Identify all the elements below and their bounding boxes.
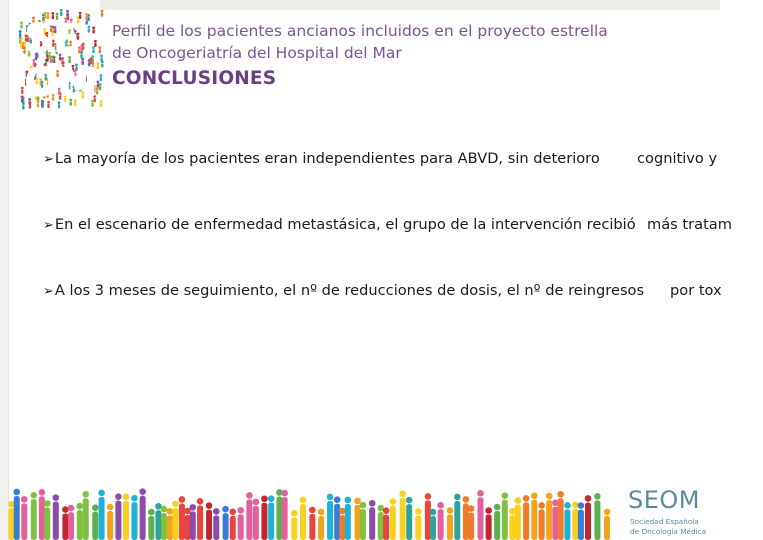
logo-figure (100, 100, 103, 107)
crowd-figure (253, 499, 260, 540)
crowd-figure (39, 489, 46, 540)
crowd-figure (538, 502, 545, 540)
logo-figure (60, 9, 63, 16)
subtitle-line-2: de Oncogeriatría del Hospital del Mar (112, 44, 402, 62)
footer-logo-word: SEOM (628, 486, 700, 514)
logo-figure (80, 44, 83, 51)
left-border (0, 0, 9, 540)
crowd-figure (502, 492, 509, 540)
crowd-figure (179, 496, 186, 540)
people-crowd-illustration (8, 486, 618, 540)
crowd-figure (468, 505, 475, 540)
crowd-figure (161, 506, 168, 540)
arrow-bullet-icon: ➢ (43, 284, 54, 299)
crowd-figure (123, 493, 130, 540)
crowd-figure (594, 493, 601, 540)
logo-figure (80, 51, 83, 58)
crowd-figure (557, 491, 564, 540)
footer-logo-sub-1: Sociedad Española (630, 517, 699, 526)
crowd-figure (531, 492, 538, 540)
crowd-figure (572, 502, 579, 540)
crowd-figure (222, 506, 229, 540)
seom-footer-logo (628, 486, 720, 540)
crowd-figure (44, 500, 51, 540)
logo-figure (101, 10, 104, 17)
crowd-figure (604, 509, 611, 540)
crowd-figure (167, 508, 174, 540)
crowd-figure (369, 500, 376, 540)
logo-figure (20, 21, 23, 28)
logo-figure (99, 83, 102, 90)
seom-logo-letters-bottom: OM (24, 60, 98, 106)
seom-logo-letters-top: SE (24, 16, 81, 62)
crowd-figure (585, 495, 592, 540)
crowd-figure (509, 508, 516, 540)
crowd-figure (107, 504, 114, 540)
crowd-figure (300, 497, 307, 540)
crowd-figure (447, 507, 454, 540)
conclusion-text-2: En el escenario de enfermedad metastásica, el grupo de la intervención recibió (54, 216, 636, 233)
logo-figure (92, 46, 95, 53)
logo-figure (92, 26, 95, 33)
crowd-figure (30, 492, 37, 540)
footer-logo-sub-2: de Oncología Médica (630, 527, 707, 536)
arrow-bullet-icon: ➢ (43, 152, 54, 167)
crowd-figure (390, 498, 397, 540)
crowd-figure (345, 497, 352, 540)
crowd-figure (494, 504, 501, 540)
crowd-figure (327, 494, 334, 540)
title-block (112, 20, 702, 89)
crowd-figure (139, 488, 146, 540)
logo-figure (101, 60, 104, 67)
crowd-figure (148, 509, 155, 540)
crowd-figure (92, 504, 99, 540)
subtitle-line-1: Perfil de los pacientes ancianos incluidos en el proyecto estrella (112, 22, 608, 40)
crowd-figure (268, 495, 275, 540)
crowd-figure (21, 496, 28, 540)
conclusion-tail-1: cognitivo y (637, 150, 718, 167)
crowd-figure (515, 497, 522, 540)
crowd-figure (523, 495, 530, 540)
conclusion-item-3 (43, 282, 722, 299)
crowd-figure (172, 501, 179, 540)
crowd-figure (229, 509, 236, 540)
crowd-figure (115, 493, 122, 540)
crowd-figure (261, 495, 268, 540)
crowd-figure (206, 502, 213, 540)
crowd-figure (578, 502, 585, 540)
crowd-figure (189, 504, 196, 540)
logo-figure (99, 74, 102, 81)
crowd-figure (383, 507, 390, 540)
conclusion-tail-2: más tratam (647, 216, 732, 233)
logo-figure (20, 41, 23, 48)
crowd-figure (291, 510, 298, 540)
conclusion-text-3: A los 3 meses de seguimiento, el nº de reducciones de dosis, el nº de reingresos (54, 282, 645, 299)
crowd-figure (13, 489, 20, 540)
arrow-bullet-icon: ➢ (43, 218, 54, 233)
conclusion-tail-3: por tox (670, 282, 722, 299)
conclusion-item-2 (43, 216, 732, 233)
crowd-figure (360, 502, 367, 540)
crowd-figure (339, 508, 346, 540)
crowd-figure (564, 502, 571, 540)
seom-logo-icon (18, 8, 108, 108)
crowd-figure (415, 508, 422, 540)
logo-figure (85, 13, 88, 20)
crowd-figure (76, 503, 83, 540)
crowd-figure (246, 492, 253, 540)
crowd-figure (237, 507, 244, 540)
conclusion-text-1: La mayoría de los pacientes eran independientes para ABVD, sin deterioro (54, 150, 600, 167)
logo-figure (87, 26, 90, 33)
crowd-figure (437, 502, 444, 540)
logo-figure (19, 30, 22, 37)
crowd-figure (281, 490, 288, 540)
crowd-figure (131, 495, 138, 540)
conclusion-item-1 (43, 150, 718, 167)
logo-figure (98, 46, 101, 53)
crowd-figure (52, 494, 59, 540)
crowd-figure (546, 493, 553, 540)
crowd-figure (197, 498, 204, 540)
crowd-figure (318, 509, 325, 540)
crowd-figure (477, 490, 484, 540)
crowd-figure (406, 497, 413, 540)
crowd-figure (68, 505, 75, 540)
crowd-figure (213, 508, 220, 540)
crowd-figure (98, 490, 105, 540)
crowd-figure (399, 491, 406, 540)
crowd-figure (309, 507, 316, 540)
crowd-figure (454, 494, 461, 540)
page-title: CONCLUSIONES (112, 68, 277, 89)
crowd-figure (430, 509, 437, 540)
logo-figure (94, 40, 97, 47)
header-band (100, 0, 720, 10)
crowd-figure (82, 491, 89, 540)
crowd-figure (485, 507, 492, 540)
crowd-figure (62, 506, 69, 540)
